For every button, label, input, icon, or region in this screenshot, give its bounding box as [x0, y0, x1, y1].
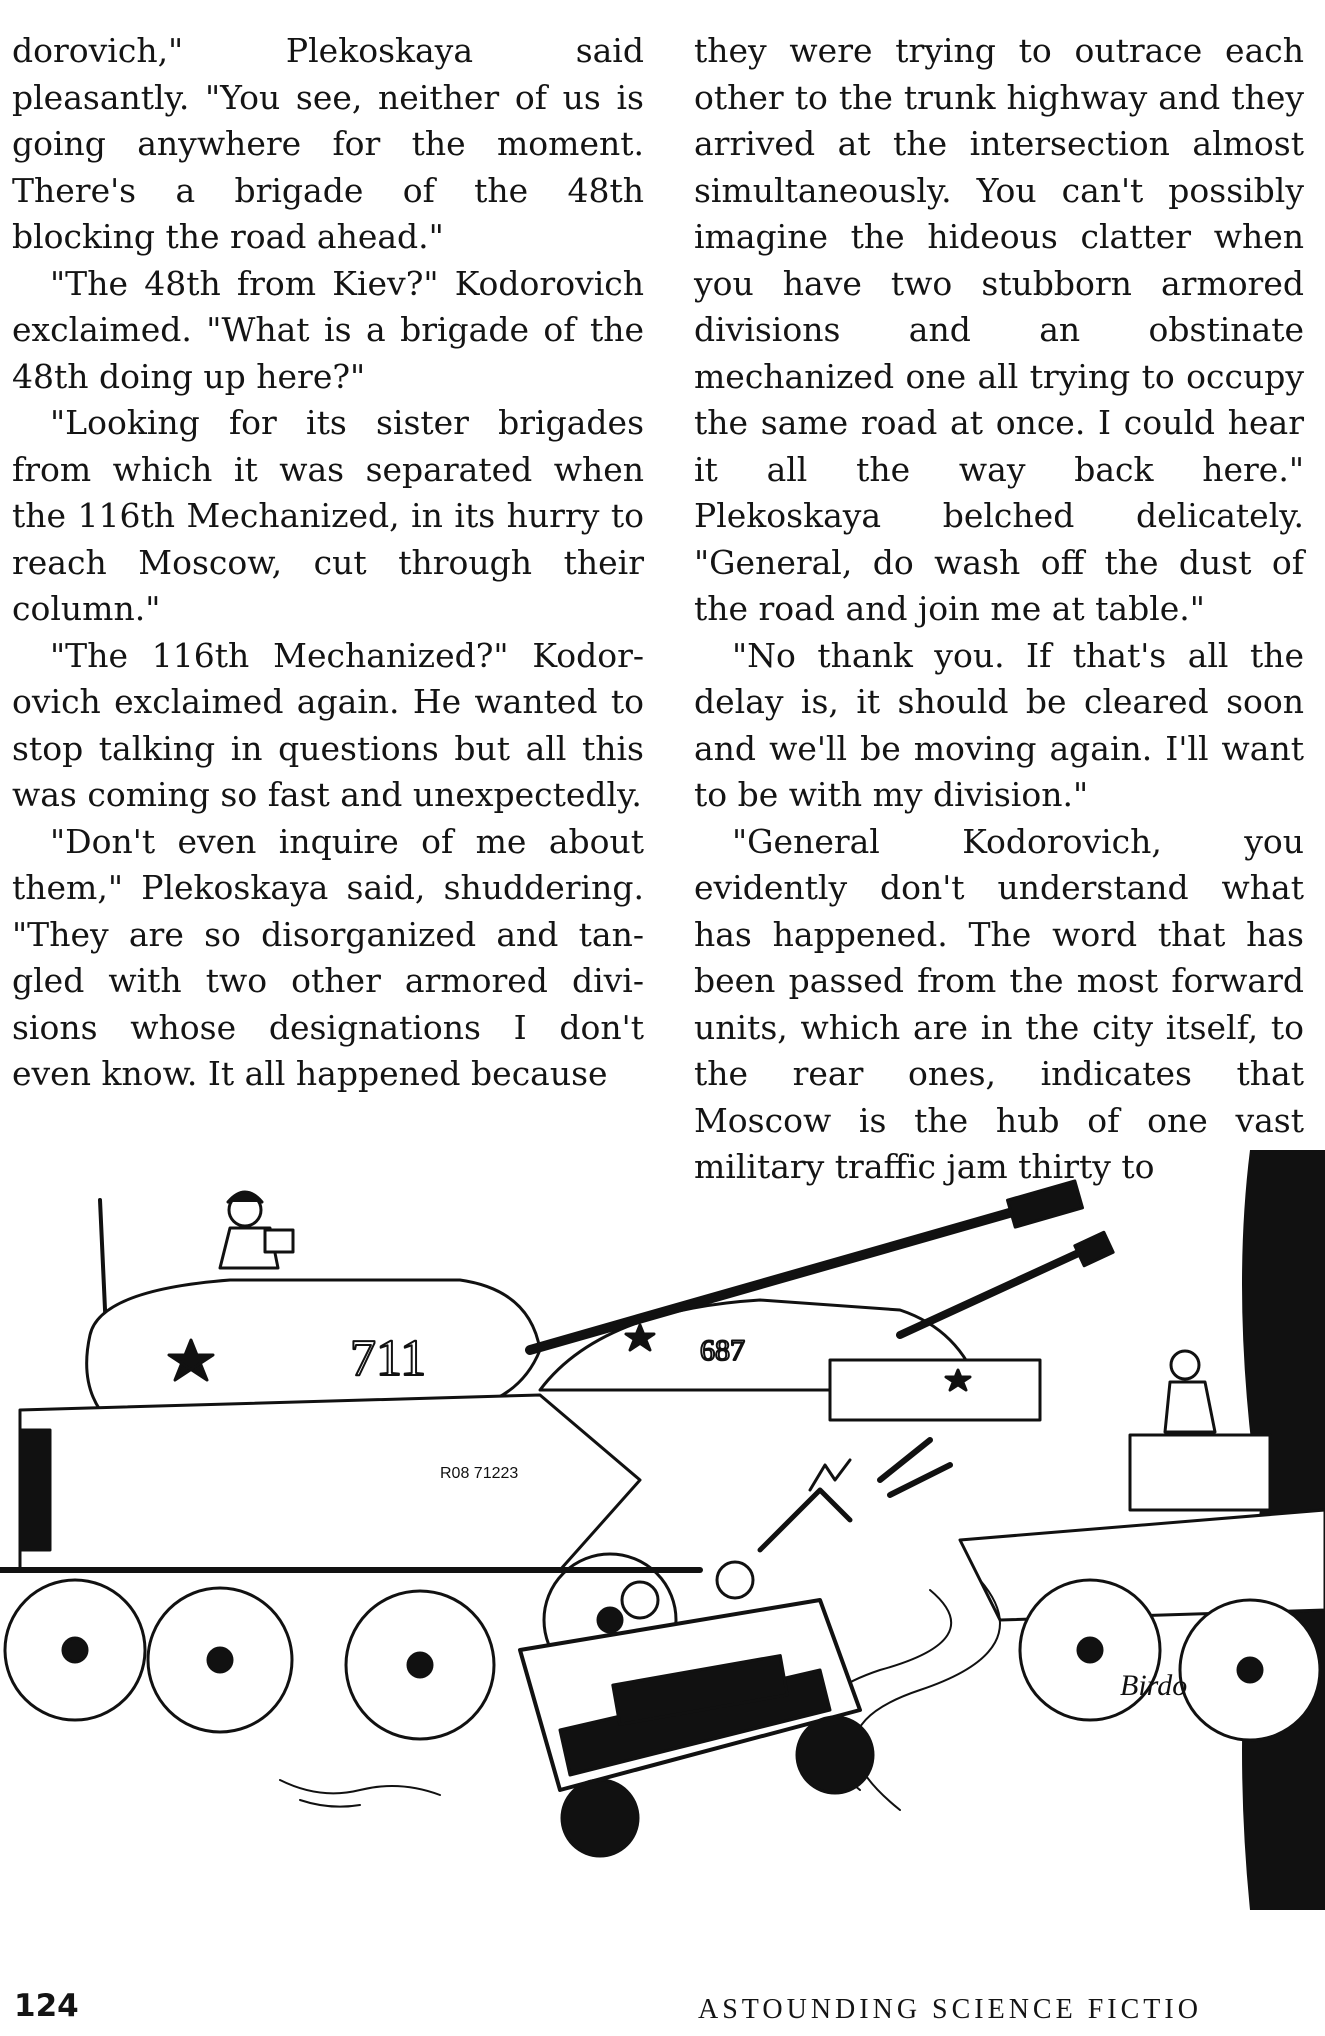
- front-tank-number: 711: [350, 1330, 427, 1387]
- tank-traffic-jam-illustration: [0, 1150, 1325, 1910]
- paragraph: "The 48th from Kiev?" Kodorovich exclaimed. "What is a brigade of the 48th doing up here?": [12, 263, 644, 396]
- tank-serial: R08 71223: [440, 1465, 519, 1482]
- page-number: 124: [14, 1988, 79, 2024]
- paragraph: "Don't even inquire of me about them," Plekoskaya said, shuddering. "They are so disorganized and tangled with two other armored divisions whose designations I don't even know. It all happened because: [12, 821, 644, 1093]
- left-text-column: [12, 28, 644, 1098]
- paragraph: "Looking for its sister brigades from which it was separated when the 116th Mechanized, in its hurry to reach Moscow, cut through their column.": [12, 403, 644, 628]
- paragraph: "General Kodorovich, you evidently don't understand what has happened. The word that has been passed from the most forward units, which are in the city itself, to the rear ones, indicates that Moscow is the hub of one vast military traffic jam thirty to: [694, 821, 1304, 1186]
- paragraph: "No thank you. If that's all the delay is, it should be cleared soon and we'll be moving again. I'll want to be with my division.": [694, 635, 1304, 814]
- right-text-column: [694, 28, 1304, 1191]
- rear-tank-number: 687: [700, 1334, 745, 1367]
- paragraph: they were trying to outrace each other to the trunk highway and they arrived at the intersection almost simultaneously. You can't possibly imagine the hideous clatter when you have two stubborn armored divisions and an obstinate mechanized one all trying to occupy the same road at once. I could hear it all the way back here." Plekoskaya belched delicately. "General, do wash off the dust of the road and join me at table.": [694, 31, 1304, 628]
- magazine-title: ASTOUNDING SCIENCE FICTIO: [698, 1994, 1202, 2025]
- paragraph: "The 116th Mechanized?" Kodorovich exclaimed again. He wanted to stop talking in questions but all this was coming so fast and unexpectedly.: [12, 635, 644, 814]
- right-tank: [880, 1150, 1325, 1910]
- artist-signature: Birdo: [1120, 1669, 1188, 1702]
- paragraph: dorovich," Plekoskaya said pleasantly. "You see, neither of us is going anywhere for the moment. There's a brigade of the 48th blocking the road ahead.": [12, 31, 644, 256]
